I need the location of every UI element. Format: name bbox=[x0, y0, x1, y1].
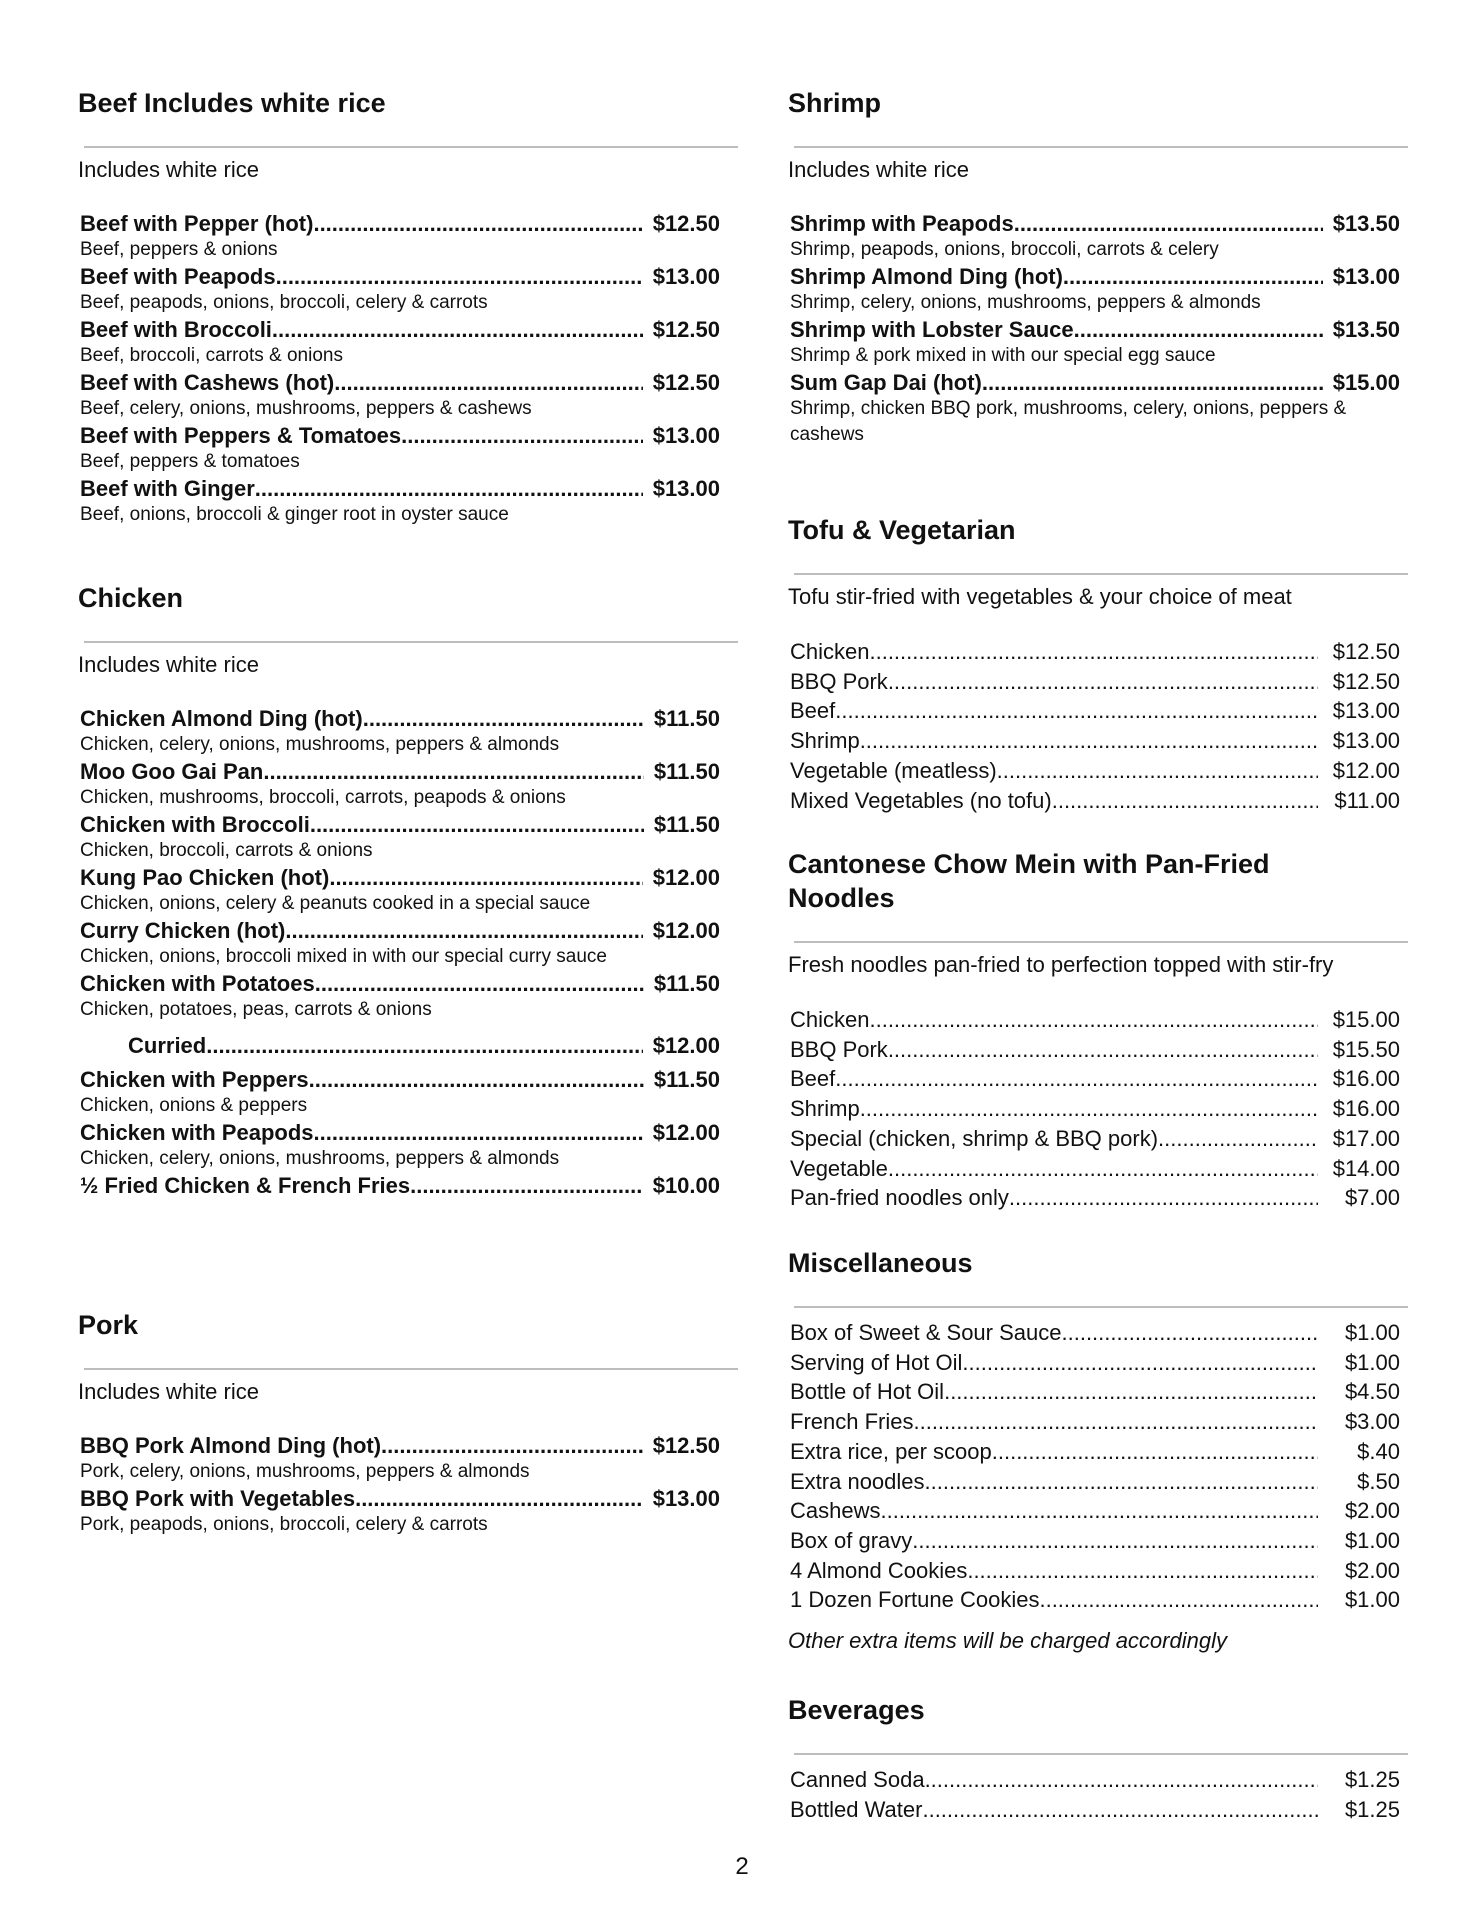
chicken-intro: Includes white rice bbox=[78, 652, 259, 677]
item-price: $11.50 bbox=[653, 759, 720, 784]
item-name: Cashews bbox=[790, 1498, 881, 1524]
menu-item bbox=[80, 263, 720, 316]
leader-dots bbox=[310, 811, 644, 838]
leader-dots bbox=[962, 1348, 1318, 1378]
menu-item bbox=[790, 667, 1400, 697]
item-name: 1 Dozen Fortune Cookies bbox=[790, 1587, 1040, 1613]
shrimp-items bbox=[788, 210, 1408, 448]
item-description: Chicken, onions & peppers bbox=[80, 1095, 308, 1116]
chicken-items bbox=[78, 705, 738, 1199]
leader-dots bbox=[276, 263, 643, 290]
item-name: Bottle of Hot Oil bbox=[790, 1379, 945, 1405]
leader-dots bbox=[888, 1035, 1318, 1065]
page-number: 2 bbox=[735, 1853, 749, 1880]
menu-item bbox=[790, 1154, 1400, 1184]
item-price: $.50 bbox=[1357, 1468, 1400, 1494]
leader-dots bbox=[1062, 1318, 1319, 1348]
leader-dots bbox=[1158, 1124, 1318, 1154]
menu-item bbox=[80, 970, 720, 1023]
item-name: Beef with Pepper (hot) bbox=[80, 211, 314, 236]
item-name: Chicken with Potatoes bbox=[80, 971, 315, 996]
leader-dots bbox=[355, 1485, 643, 1512]
item-description: Chicken, celery, onions, mushrooms, peppers & almonds bbox=[80, 1148, 560, 1169]
leader-dots bbox=[1009, 1183, 1318, 1213]
item-description: Chicken, broccoli, carrots & onions bbox=[80, 840, 373, 861]
menu-item bbox=[790, 1318, 1400, 1348]
misc-title: Miscellaneous bbox=[788, 1248, 973, 1278]
menu-item bbox=[790, 1437, 1400, 1467]
leader-dots bbox=[997, 756, 1318, 786]
beverages-items bbox=[788, 1765, 1408, 1824]
tofu-items bbox=[788, 637, 1408, 815]
item-price: $7.00 bbox=[1344, 1185, 1400, 1211]
misc-note: Other extra items will be charged accordingly bbox=[788, 1628, 1227, 1654]
beverages-title: Beverages bbox=[788, 1695, 925, 1725]
item-price: $15.00 bbox=[1332, 370, 1400, 395]
item-name: Beef bbox=[790, 1066, 836, 1092]
leader-dots bbox=[880, 1496, 1318, 1526]
leader-dots bbox=[869, 1005, 1318, 1035]
menu-item bbox=[790, 1035, 1400, 1065]
chicken-items-list-2 bbox=[80, 1066, 738, 1199]
menu-item bbox=[790, 1496, 1400, 1526]
leader-dots bbox=[835, 1064, 1318, 1094]
menu-item bbox=[790, 1377, 1400, 1407]
item-name: Chicken with Peapods bbox=[80, 1120, 314, 1145]
leader-dots bbox=[925, 1765, 1318, 1795]
misc-items bbox=[788, 1318, 1408, 1615]
divider bbox=[794, 146, 1408, 148]
item-price: $12.00 bbox=[652, 918, 720, 943]
item-price: $15.50 bbox=[1332, 1036, 1400, 1062]
chicken-items-list bbox=[80, 705, 738, 1023]
leader-dots bbox=[313, 210, 642, 237]
menu-item bbox=[790, 637, 1400, 667]
item-price: $12.00 bbox=[1332, 757, 1400, 783]
leader-dots bbox=[410, 1172, 643, 1199]
item-price: $13.00 bbox=[652, 476, 720, 501]
item-price: $12.50 bbox=[1332, 668, 1400, 694]
menu-item bbox=[790, 1183, 1400, 1213]
item-price: $13.50 bbox=[1332, 317, 1400, 342]
menu-item bbox=[80, 1119, 720, 1172]
leader-dots bbox=[860, 726, 1318, 756]
item-name: Mixed Vegetables (no tofu) bbox=[790, 787, 1052, 813]
item-name: Shrimp bbox=[790, 728, 860, 754]
menu-item bbox=[790, 210, 1400, 263]
item-name: Curried bbox=[128, 1033, 207, 1058]
leader-dots bbox=[944, 1377, 1318, 1407]
menu-item bbox=[790, 1467, 1400, 1497]
item-name: Vegetable bbox=[790, 1155, 888, 1181]
item-price: $12.50 bbox=[652, 370, 720, 395]
menu-item bbox=[790, 726, 1400, 756]
chicken-title: Chicken bbox=[78, 583, 184, 613]
menu-item bbox=[790, 1348, 1400, 1378]
leader-dots bbox=[329, 864, 642, 891]
item-price: $13.00 bbox=[652, 1486, 720, 1511]
divider bbox=[84, 641, 738, 643]
menu-item bbox=[790, 1064, 1400, 1094]
menu-item bbox=[80, 1066, 720, 1119]
item-description: Beef, broccoli, carrots & onions bbox=[80, 345, 343, 366]
leader-dots bbox=[1014, 210, 1323, 237]
menu-item bbox=[80, 917, 720, 970]
item-name: Beef with Peppers & Tomatoes bbox=[80, 423, 402, 448]
menu-item bbox=[790, 1585, 1400, 1615]
chowmein-items bbox=[788, 1005, 1408, 1213]
menu-item bbox=[80, 1172, 720, 1199]
leader-dots bbox=[912, 1526, 1318, 1556]
item-description: Beef, peppers & tomatoes bbox=[80, 451, 300, 472]
item-name: Beef with Cashews (hot) bbox=[80, 370, 335, 395]
item-description: Beef, onions, broccoli & ginger root in oyster sauce bbox=[80, 504, 509, 525]
item-price: $13.50 bbox=[1332, 211, 1400, 236]
pork-intro: Includes white rice bbox=[78, 1379, 259, 1404]
menu-item bbox=[80, 369, 720, 422]
menu-item bbox=[790, 756, 1400, 786]
item-name: Chicken Almond Ding (hot) bbox=[80, 706, 363, 731]
shrimp-intro: Includes white rice bbox=[788, 157, 969, 182]
item-description: Chicken, celery, onions, mushrooms, peppers & almonds bbox=[80, 734, 560, 755]
leader-dots bbox=[401, 422, 643, 449]
item-name: Beef with Peapods bbox=[80, 264, 276, 289]
item-description: Chicken, mushrooms, broccoli, carrots, peapods & onions bbox=[80, 787, 566, 808]
item-name: French Fries bbox=[790, 1409, 914, 1435]
item-name: Curry Chicken (hot) bbox=[80, 918, 286, 943]
leader-dots bbox=[1052, 786, 1318, 816]
item-price: $1.00 bbox=[1344, 1349, 1400, 1375]
tofu-title: Tofu & Vegetarian bbox=[788, 515, 1016, 545]
leader-dots bbox=[869, 637, 1318, 667]
divider bbox=[794, 1306, 1408, 1308]
item-description: Shrimp & pork mixed in with our special egg sauce bbox=[790, 345, 1216, 366]
menu-item bbox=[790, 1765, 1400, 1795]
divider bbox=[84, 1368, 738, 1370]
menu-item bbox=[80, 705, 720, 758]
pork-section bbox=[78, 1308, 738, 1538]
menu-item bbox=[80, 210, 720, 263]
item-name: BBQ Pork with Vegetables bbox=[80, 1486, 356, 1511]
item-description: Shrimp, chicken BBQ pork, mushrooms, celery, onions, peppers & cashews bbox=[790, 398, 1347, 445]
item-name: ½ Fried Chicken & French Fries bbox=[80, 1173, 411, 1198]
leader-dots bbox=[835, 696, 1318, 726]
item-price: $12.00 bbox=[652, 1120, 720, 1145]
item-price: $11.50 bbox=[653, 812, 720, 837]
item-price: $1.00 bbox=[1344, 1527, 1400, 1553]
menu-item bbox=[790, 316, 1400, 369]
item-price: $11.50 bbox=[653, 706, 720, 731]
leader-dots bbox=[285, 917, 642, 944]
item-price: $14.00 bbox=[1332, 1155, 1400, 1181]
chowmein-section bbox=[788, 847, 1408, 1213]
misc-section bbox=[788, 1246, 1408, 1655]
item-name: BBQ Pork bbox=[790, 668, 888, 694]
leader-dots bbox=[967, 1556, 1318, 1586]
chowmein-title: Cantonese Chow Mein with Pan-Fried Noodles bbox=[788, 849, 1270, 913]
shrimp-section bbox=[788, 86, 1408, 448]
menu-item bbox=[790, 263, 1400, 316]
menu-item bbox=[790, 1526, 1400, 1556]
tofu-section bbox=[788, 513, 1408, 815]
item-price: $13.00 bbox=[652, 264, 720, 289]
menu-item bbox=[80, 811, 720, 864]
item-price: $13.00 bbox=[652, 423, 720, 448]
item-name: Chicken bbox=[790, 1007, 870, 1032]
leader-dots bbox=[381, 1432, 643, 1459]
item-name: Extra rice, per scoop bbox=[790, 1438, 992, 1464]
item-price: $3.00 bbox=[1344, 1409, 1400, 1435]
leader-dots bbox=[1039, 1585, 1318, 1615]
item-name: Vegetable (meatless) bbox=[790, 757, 997, 783]
item-price: $2.00 bbox=[1344, 1557, 1400, 1583]
item-description: Shrimp, celery, onions, mushrooms, peppers & almonds bbox=[790, 292, 1261, 313]
item-description: Shrimp, peapods, onions, broccoli, carrots & celery bbox=[790, 239, 1219, 260]
leader-dots bbox=[255, 475, 643, 502]
item-description: Chicken, potatoes, peas, carrots & onions bbox=[80, 999, 432, 1020]
leader-dots bbox=[1074, 316, 1323, 343]
item-price: $13.00 bbox=[1332, 728, 1400, 754]
item-description: Pork, peapods, onions, broccoli, celery & carrots bbox=[80, 1514, 488, 1535]
item-name: Shrimp bbox=[790, 1096, 860, 1122]
leader-dots bbox=[309, 1066, 644, 1093]
leader-dots bbox=[363, 705, 644, 732]
beef-items bbox=[78, 210, 738, 528]
item-name: Special (chicken, shrimp & BBQ pork) bbox=[790, 1125, 1159, 1151]
leader-dots bbox=[888, 1154, 1318, 1184]
item-description: Beef, celery, onions, mushrooms, peppers & cashews bbox=[80, 398, 532, 419]
leader-dots bbox=[992, 1437, 1318, 1467]
leader-dots bbox=[913, 1407, 1318, 1437]
item-name: Shrimp Almond Ding (hot) bbox=[790, 264, 1063, 289]
item-name: Kung Pao Chicken (hot) bbox=[80, 865, 330, 890]
menu-item bbox=[80, 864, 720, 917]
beef-title: Beef Includes white rice bbox=[78, 88, 386, 118]
item-price: $12.00 bbox=[652, 1033, 720, 1058]
item-name: Moo Goo Gai Pan bbox=[80, 759, 264, 784]
leader-dots bbox=[888, 667, 1318, 697]
leader-dots bbox=[922, 1795, 1318, 1825]
leader-dots bbox=[334, 369, 642, 396]
item-name: Pan-fried noodles only bbox=[790, 1185, 1009, 1211]
item-price: $4.50 bbox=[1344, 1379, 1400, 1405]
menu-item bbox=[80, 1432, 720, 1485]
item-name: Bottled Water bbox=[790, 1796, 923, 1822]
item-name: BBQ Pork bbox=[790, 1036, 888, 1062]
item-description: Beef, peapods, onions, broccoli, celery & carrots bbox=[80, 292, 488, 313]
beverages-section bbox=[788, 1693, 1408, 1824]
pork-title: Pork bbox=[78, 1310, 139, 1340]
leader-dots bbox=[1063, 263, 1323, 290]
menu-item bbox=[80, 316, 720, 369]
item-name: Chicken with Peppers bbox=[80, 1067, 309, 1092]
item-name: Shrimp with Peapods bbox=[790, 211, 1014, 236]
menu-item bbox=[790, 786, 1400, 816]
item-price: $12.50 bbox=[652, 317, 720, 342]
leader-dots bbox=[315, 970, 644, 997]
menu-item bbox=[790, 1005, 1400, 1035]
leader-dots bbox=[982, 369, 1323, 396]
item-name: Box of gravy bbox=[790, 1527, 913, 1553]
menu-item bbox=[790, 1795, 1400, 1825]
item-price: $.40 bbox=[1357, 1438, 1400, 1464]
chicken-section bbox=[78, 581, 738, 1199]
item-name: Extra noodles bbox=[790, 1468, 925, 1494]
item-price: $17.00 bbox=[1332, 1125, 1400, 1151]
item-name: Beef with Ginger bbox=[80, 476, 255, 501]
item-price: $1.00 bbox=[1344, 1587, 1400, 1613]
item-name: Chicken with Broccoli bbox=[80, 812, 310, 837]
shrimp-title: Shrimp bbox=[788, 88, 882, 118]
item-name: Canned Soda bbox=[790, 1767, 925, 1792]
item-name: Chicken bbox=[790, 639, 870, 664]
menu-item bbox=[80, 422, 720, 475]
menu-item bbox=[790, 1407, 1400, 1437]
item-price: $13.00 bbox=[1332, 698, 1400, 724]
item-price: $1.00 bbox=[1344, 1320, 1400, 1345]
divider bbox=[794, 573, 1408, 575]
menu-item bbox=[790, 1094, 1400, 1124]
item-name: BBQ Pork Almond Ding (hot) bbox=[80, 1433, 382, 1458]
menu-item bbox=[80, 758, 720, 811]
item-name: Shrimp with Lobster Sauce bbox=[790, 317, 1074, 342]
leader-dots bbox=[925, 1467, 1318, 1497]
item-name: Sum Gap Dai (hot) bbox=[790, 370, 982, 395]
menu-item bbox=[790, 1556, 1400, 1586]
leader-dots bbox=[314, 1119, 643, 1146]
item-name: Beef bbox=[790, 698, 836, 724]
menu-item bbox=[790, 696, 1400, 726]
item-name: 4 Almond Cookies bbox=[790, 1557, 968, 1583]
leader-dots bbox=[206, 1032, 642, 1059]
item-description: Pork, celery, onions, mushrooms, peppers & almonds bbox=[80, 1461, 530, 1482]
item-price: $12.50 bbox=[1332, 639, 1400, 664]
item-price: $16.00 bbox=[1332, 1066, 1400, 1092]
divider bbox=[794, 1753, 1408, 1755]
item-price: $15.00 bbox=[1332, 1007, 1400, 1032]
item-price: $11.50 bbox=[653, 971, 720, 996]
item-price: $12.50 bbox=[652, 1433, 720, 1458]
item-description: Chicken, onions, broccoli mixed in with our special curry sauce bbox=[80, 946, 607, 967]
menu-item bbox=[80, 1485, 720, 1538]
item-price: $12.50 bbox=[652, 211, 720, 236]
item-price: $16.00 bbox=[1332, 1096, 1400, 1122]
menu-item-curried bbox=[80, 1032, 720, 1059]
item-description: Chicken, onions, celery & peanuts cooked in a special sauce bbox=[80, 893, 591, 914]
item-name: Beef with Broccoli bbox=[80, 317, 272, 342]
item-description: Beef, peppers & onions bbox=[80, 239, 278, 260]
item-price: $13.00 bbox=[1332, 264, 1400, 289]
menu-item bbox=[80, 475, 720, 528]
tofu-intro: Tofu stir-fried with vegetables & your choice of meat bbox=[788, 584, 1292, 609]
leader-dots bbox=[263, 758, 644, 785]
divider bbox=[84, 146, 738, 148]
menu-item bbox=[790, 369, 1400, 448]
divider bbox=[794, 941, 1408, 943]
beef-section bbox=[78, 86, 738, 528]
beef-intro: Includes white rice bbox=[78, 157, 259, 182]
chowmein-intro: Fresh noodles pan-fried to perfection topped with stir-fry bbox=[788, 952, 1334, 977]
item-price: $2.00 bbox=[1344, 1498, 1400, 1524]
item-price: $1.25 bbox=[1344, 1796, 1400, 1822]
item-price: $11.00 bbox=[1334, 787, 1400, 813]
menu-item bbox=[790, 1124, 1400, 1154]
item-name: Serving of Hot Oil bbox=[790, 1349, 963, 1375]
item-price: $10.00 bbox=[652, 1173, 720, 1198]
leader-dots bbox=[860, 1094, 1318, 1124]
item-price: $11.50 bbox=[653, 1067, 720, 1092]
leader-dots bbox=[272, 316, 643, 343]
item-name: Box of Sweet & Sour Sauce bbox=[790, 1320, 1062, 1345]
item-price: $12.00 bbox=[652, 865, 720, 890]
pork-items bbox=[78, 1432, 738, 1538]
item-price: $1.25 bbox=[1344, 1767, 1400, 1792]
